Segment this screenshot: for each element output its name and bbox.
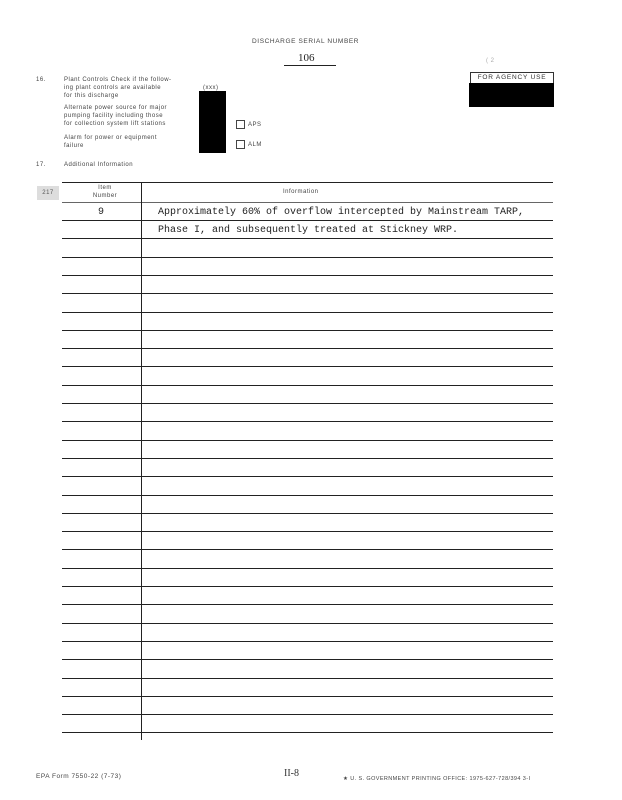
item17-label: Additional Information [64,162,134,168]
aps-description [64,104,167,128]
table-row-rule [62,732,553,733]
table-row-rule [62,604,553,605]
item16-redaction [199,91,226,153]
table-row-rule [62,641,553,642]
table-row-rule [62,696,553,697]
alm-description-line: Alarm for power or equipment [64,135,158,141]
table-top-rule [62,182,553,183]
table-row-rule [62,385,553,386]
entry-item-number: 9 [98,207,105,218]
table-row-rule [62,549,553,550]
table-row-rule [62,714,553,715]
table-row-rule [62,348,553,349]
serial-number-value: 106 [298,52,315,64]
table-row-rule [62,293,553,294]
entry-line: Phase I, and subsequently treated at Stickney WRP. [158,225,459,236]
aps-checkbox[interactable] [236,120,245,129]
row-code-box: 217 [37,186,59,200]
information-header: Information [283,189,319,195]
table-row-rule [62,421,553,422]
alm-description-line: failure [64,143,84,149]
table-row-rule [62,568,553,569]
item-number-header [80,184,130,200]
item16-label-line: for this discharge [64,93,119,99]
aps-checkbox-row[interactable] [236,120,262,129]
column-divider [141,183,142,740]
agency-use-box: FOR AGENCY USE [470,72,554,84]
form-id: EPA Form 7550-22 (7-73) [36,773,122,780]
item-number-header-line: Item [98,185,112,191]
table-row-rule [62,257,553,258]
item17-number: 17. [36,162,46,168]
aps-description-line: Alternate power source for major [64,105,168,111]
item16-label-line: Plant Controls Check if the follow- [64,77,172,83]
table-header-rule [62,202,553,203]
table-row-rule [62,476,553,477]
margin-mark: ( 2 [486,58,495,64]
table-row-rule [62,403,553,404]
serial-number-label: DISCHARGE SERIAL NUMBER [252,38,360,45]
item16-label-line: ing plant controls are available [64,85,162,91]
item16-code-header: (xxx) [203,85,219,91]
table-row-rule [62,586,553,587]
table-row-rule [62,659,553,660]
page-number: II-8 [284,768,299,779]
aps-code: APS [248,122,262,129]
table-row-rule [62,458,553,459]
alm-description [64,134,157,150]
alm-code: ALM [248,142,262,149]
table-row-rule [62,330,553,331]
table-row-rule [62,623,553,624]
table-row-rule [62,366,553,367]
table-row-rule [62,495,553,496]
table-row-rule [62,312,553,313]
alm-checkbox[interactable] [236,140,245,149]
item-number-header-line: Number [92,193,118,199]
item16-number: 16. [36,77,46,83]
serial-number-underline [284,65,336,66]
table-row-rule [62,513,553,514]
printing-office-note: ★ U. S. GOVERNMENT PRINTING OFFICE: 1975-627-728/394 3-I [343,776,531,782]
table-row-rule [62,678,553,679]
aps-description-line: pumping facility including those [64,113,164,119]
entry-line: Approximately 60% of overflow intercepted by Mainstream TARP, [158,207,525,218]
table-row-rule [62,238,553,239]
aps-description-line: for collection system lift stations [64,121,166,127]
table-row-rule [62,220,553,221]
table-row-rule [62,440,553,441]
table-row-rule [62,531,553,532]
item16-label [64,76,172,100]
table-row-rule [62,275,553,276]
agency-redaction [469,83,554,107]
alm-checkbox-row[interactable] [236,140,262,149]
